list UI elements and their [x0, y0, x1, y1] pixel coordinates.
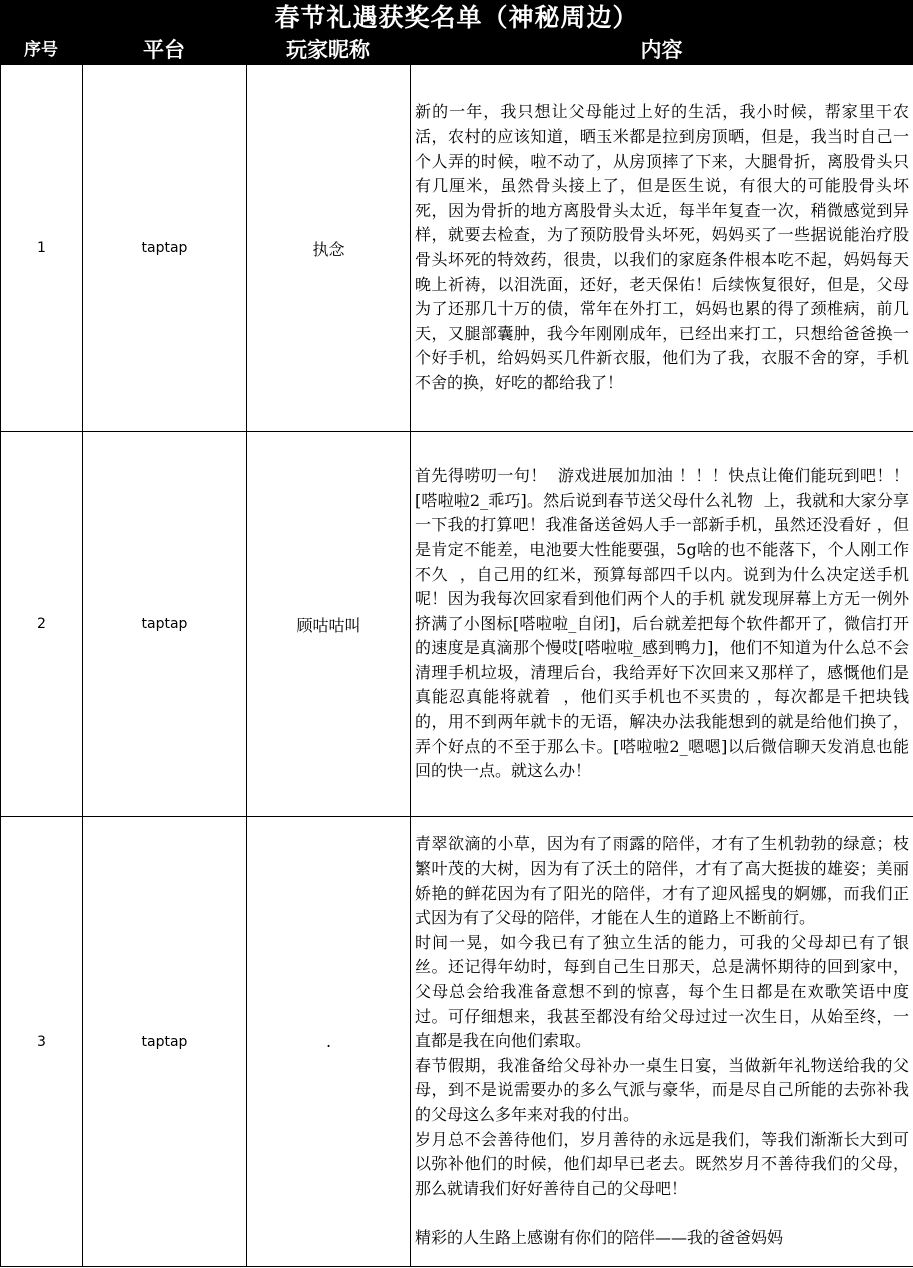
table-row — [1, 432, 913, 817]
header-nickname: 玩家昵称 — [286, 37, 370, 62]
winners-table — [0, 64, 913, 1267]
cell-nickname: 顾咕咕叫 — [247, 432, 411, 817]
table-header — [0, 36, 913, 64]
cell-seq: 1 — [1, 65, 83, 432]
content-paragraph: 精彩的人生路上感谢有你们的陪伴——我的爸爸妈妈 — [415, 1227, 784, 1247]
header-seq: 序号 — [24, 40, 58, 60]
header-platform: 平台 — [143, 37, 185, 62]
cell-nickname: . — [247, 817, 411, 1267]
content-paragraph: 首先得唠叨一句！ 游戏进展加加油 ！！！快点让俺们能玩到吧！！[嗒啦啦2_乖巧]。然后说到春节送父母什么礼物 上，我就和大家分享一下我的打算吧！我准备送爸妈人手一部新手机，虽然还没看好 ，但是肯定不能差，电池要大性能要强，5g啥的也不能落下，个人刚工作不久 ，自己用的红米，预算每部四千以内。说到为什么决定送手机呢！因为我每次回家看到他们两个人的手机 就发现屏幕上方无一例外挤满了小图标[嗒啦啦_自闭]，后台就差把每个软件都开了，微信打开的速度是真滴那个慢哎[嗒啦啦_感到鸭力]，他们不知道为什么总不会清理手机垃圾，清理后台，我给弄好下次回来又那样了，感慨他们是真能忍真能将就着 ，他们买手机也不买贵的 ，每次都是千把块钱的，用不到两年就卡的无语，解决办法我能想到的就是给他们换了，弄个好点的不至于那么卡。[嗒啦啦2_嗯嗯]以后微信聊天发消息也能回的快一点。就这么办！ — [415, 466, 909, 781]
cell-platform: taptap — [83, 65, 247, 432]
content-paragraph: 春节假期，我准备给父母补办一桌生日宴，当做新年礼物送给我的父母，到不是说需要办的多么气派与豪华，而是尽自己所能的去弥补我的父母这么多年来对我的付出。 — [415, 1055, 909, 1124]
cell-seq: 2 — [1, 432, 83, 817]
content-paragraph: 青翠欲滴的小草，因为有了雨露的陪伴，才有了生机勃勃的绿意；枝繁叶茂的大树，因为有了沃土的陪伴，才有了高大挺拔的雄姿；美丽娇艳的鲜花因为有了阳光的陪伴，才有了迎风摇曳的婀娜，而我们正式因为有了父母的陪伴，才能在人生的道路上不断前行。 — [415, 834, 909, 928]
content-paragraph: 岁月总不会善待他们，岁月善待的永远是我们，等我们渐渐长大到可以弥补他们的时候，他们却早已老去。既然岁月不善待我们的父母，那么就请我们好好善待自己的父母吧！ — [415, 1129, 909, 1198]
page-title: 春节礼遇获奖名单（神秘周边） — [0, 0, 913, 36]
cell-platform: taptap — [83, 432, 247, 817]
table-row — [1, 817, 913, 1267]
cell-content — [411, 432, 913, 817]
cell-seq: 3 — [1, 817, 83, 1267]
content-paragraph: 新的一年，我只想让父母能过上好的生活，我小时候，帮家里干农活，农村的应该知道，晒玉米都是拉到房顶晒，但是，我当时自己一个人弄的时候，啦不动了，从房顶摔了下来，大腿骨折，离股骨头只有几厘米，虽然骨头接上了，但是医生说，有很大的可能股骨头坏死，因为骨折的地方离股骨头太近，每半年复查一次，稍微感觉到异样，就要去检查，为了预防股骨头坏死，妈妈买了一些据说能治疗股骨头坏死的特效药，很贵，以我们的家庭条件根本吃不起，妈妈每天晚上祈祷，以泪洗面，还好，老天保佑！后续恢复很好，但是，父母为了还那几十万的债，常年在外打工，妈妈也累的得了颈椎病，前几天，又腿部囊肿，我今年刚刚成年，已经出来打工，只想给爸爸换一个好手机，给妈妈买几件新衣服，他们为了我，衣服不舍的穿，手机不舍的换，好吃的都给我了！ — [415, 102, 909, 392]
cell-content — [411, 817, 913, 1267]
content-blank-line — [415, 1201, 909, 1226]
cell-nickname: 执念 — [247, 65, 411, 432]
header-content: 内容 — [640, 37, 683, 62]
content-paragraph: 时间一晃，如今我已有了独立生活的能力，可我的父母却已有了银丝。还记得年幼时，每到自己生日那天，总是满怀期待的回到家中，父母总会给我准备意想不到的惊喜，每个生日都是在欢歌笑语中度过。可仔细想来，我甚至都没有给父母过过一次生日，从始至终，一直都是我在向他们索取。 — [415, 932, 909, 1051]
table-row — [1, 65, 913, 432]
cell-platform: taptap — [83, 817, 247, 1267]
cell-content — [411, 65, 913, 432]
